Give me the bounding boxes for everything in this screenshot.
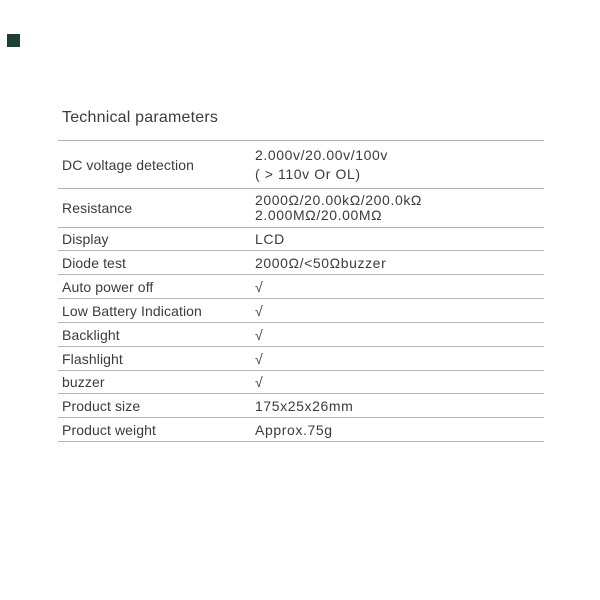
spec-value: [255, 146, 544, 184]
spec-label: buzzer: [62, 374, 105, 390]
spec-value: [255, 351, 544, 367]
corner-color-swatch: [7, 34, 20, 47]
spec-value: [255, 327, 544, 343]
spec-value-line: LCD: [255, 231, 285, 247]
spec-value: [255, 193, 544, 223]
spec-value: [255, 303, 544, 319]
spec-label: DC voltage detection: [62, 156, 194, 173]
spec-value-line: Approx.75g: [255, 421, 333, 438]
spec-value-line: ( > 110v Or OL): [255, 165, 361, 182]
spec-value: [255, 231, 544, 247]
spec-value: [255, 279, 544, 295]
spec-label: Resistance: [62, 200, 133, 216]
checkmark-glyph: √: [255, 326, 264, 343]
spec-label: Flashlight: [62, 350, 123, 367]
table-row: [58, 227, 544, 250]
checkmark-glyph: √: [255, 350, 264, 367]
table-row: [58, 346, 544, 370]
spec-value: [255, 398, 544, 414]
spec-value-line: 2.000MΩ/20.00MΩ: [255, 207, 383, 223]
table-row: [58, 188, 544, 227]
spec-label: Diode test: [62, 254, 127, 271]
table-row: [58, 417, 544, 442]
spec-table: [58, 140, 544, 442]
checkmark-glyph: √: [255, 302, 264, 319]
spec-value: [255, 255, 544, 271]
spec-value-line: 2.000v/20.00v/100v: [255, 146, 389, 163]
section-title: Technical parameters: [62, 109, 219, 126]
checkmark-glyph: √: [255, 278, 264, 295]
spec-value-line: 2000Ω/<50Ωbuzzer: [255, 254, 387, 271]
spec-value: [255, 422, 544, 438]
spec-label: Auto power off: [62, 278, 154, 295]
spec-label: Display: [62, 231, 109, 247]
checkmark-glyph: √: [255, 374, 264, 390]
spec-value-line: 175x25x26mm: [255, 397, 354, 414]
table-row: [58, 370, 544, 393]
table-row: [58, 298, 544, 322]
table-row: [58, 322, 544, 346]
spec-label: Backlight: [62, 326, 120, 343]
spec-label: Product weight: [62, 421, 157, 438]
spec-label: Product size: [62, 397, 141, 414]
table-row: [58, 250, 544, 274]
spec-value: [255, 374, 544, 390]
spec-value-line: 2000Ω/20.00kΩ/200.0kΩ: [255, 192, 422, 208]
table-row: [58, 274, 544, 298]
table-row: [58, 393, 544, 417]
spec-label: Low Battery Indication: [62, 302, 202, 319]
table-row: [58, 140, 544, 188]
